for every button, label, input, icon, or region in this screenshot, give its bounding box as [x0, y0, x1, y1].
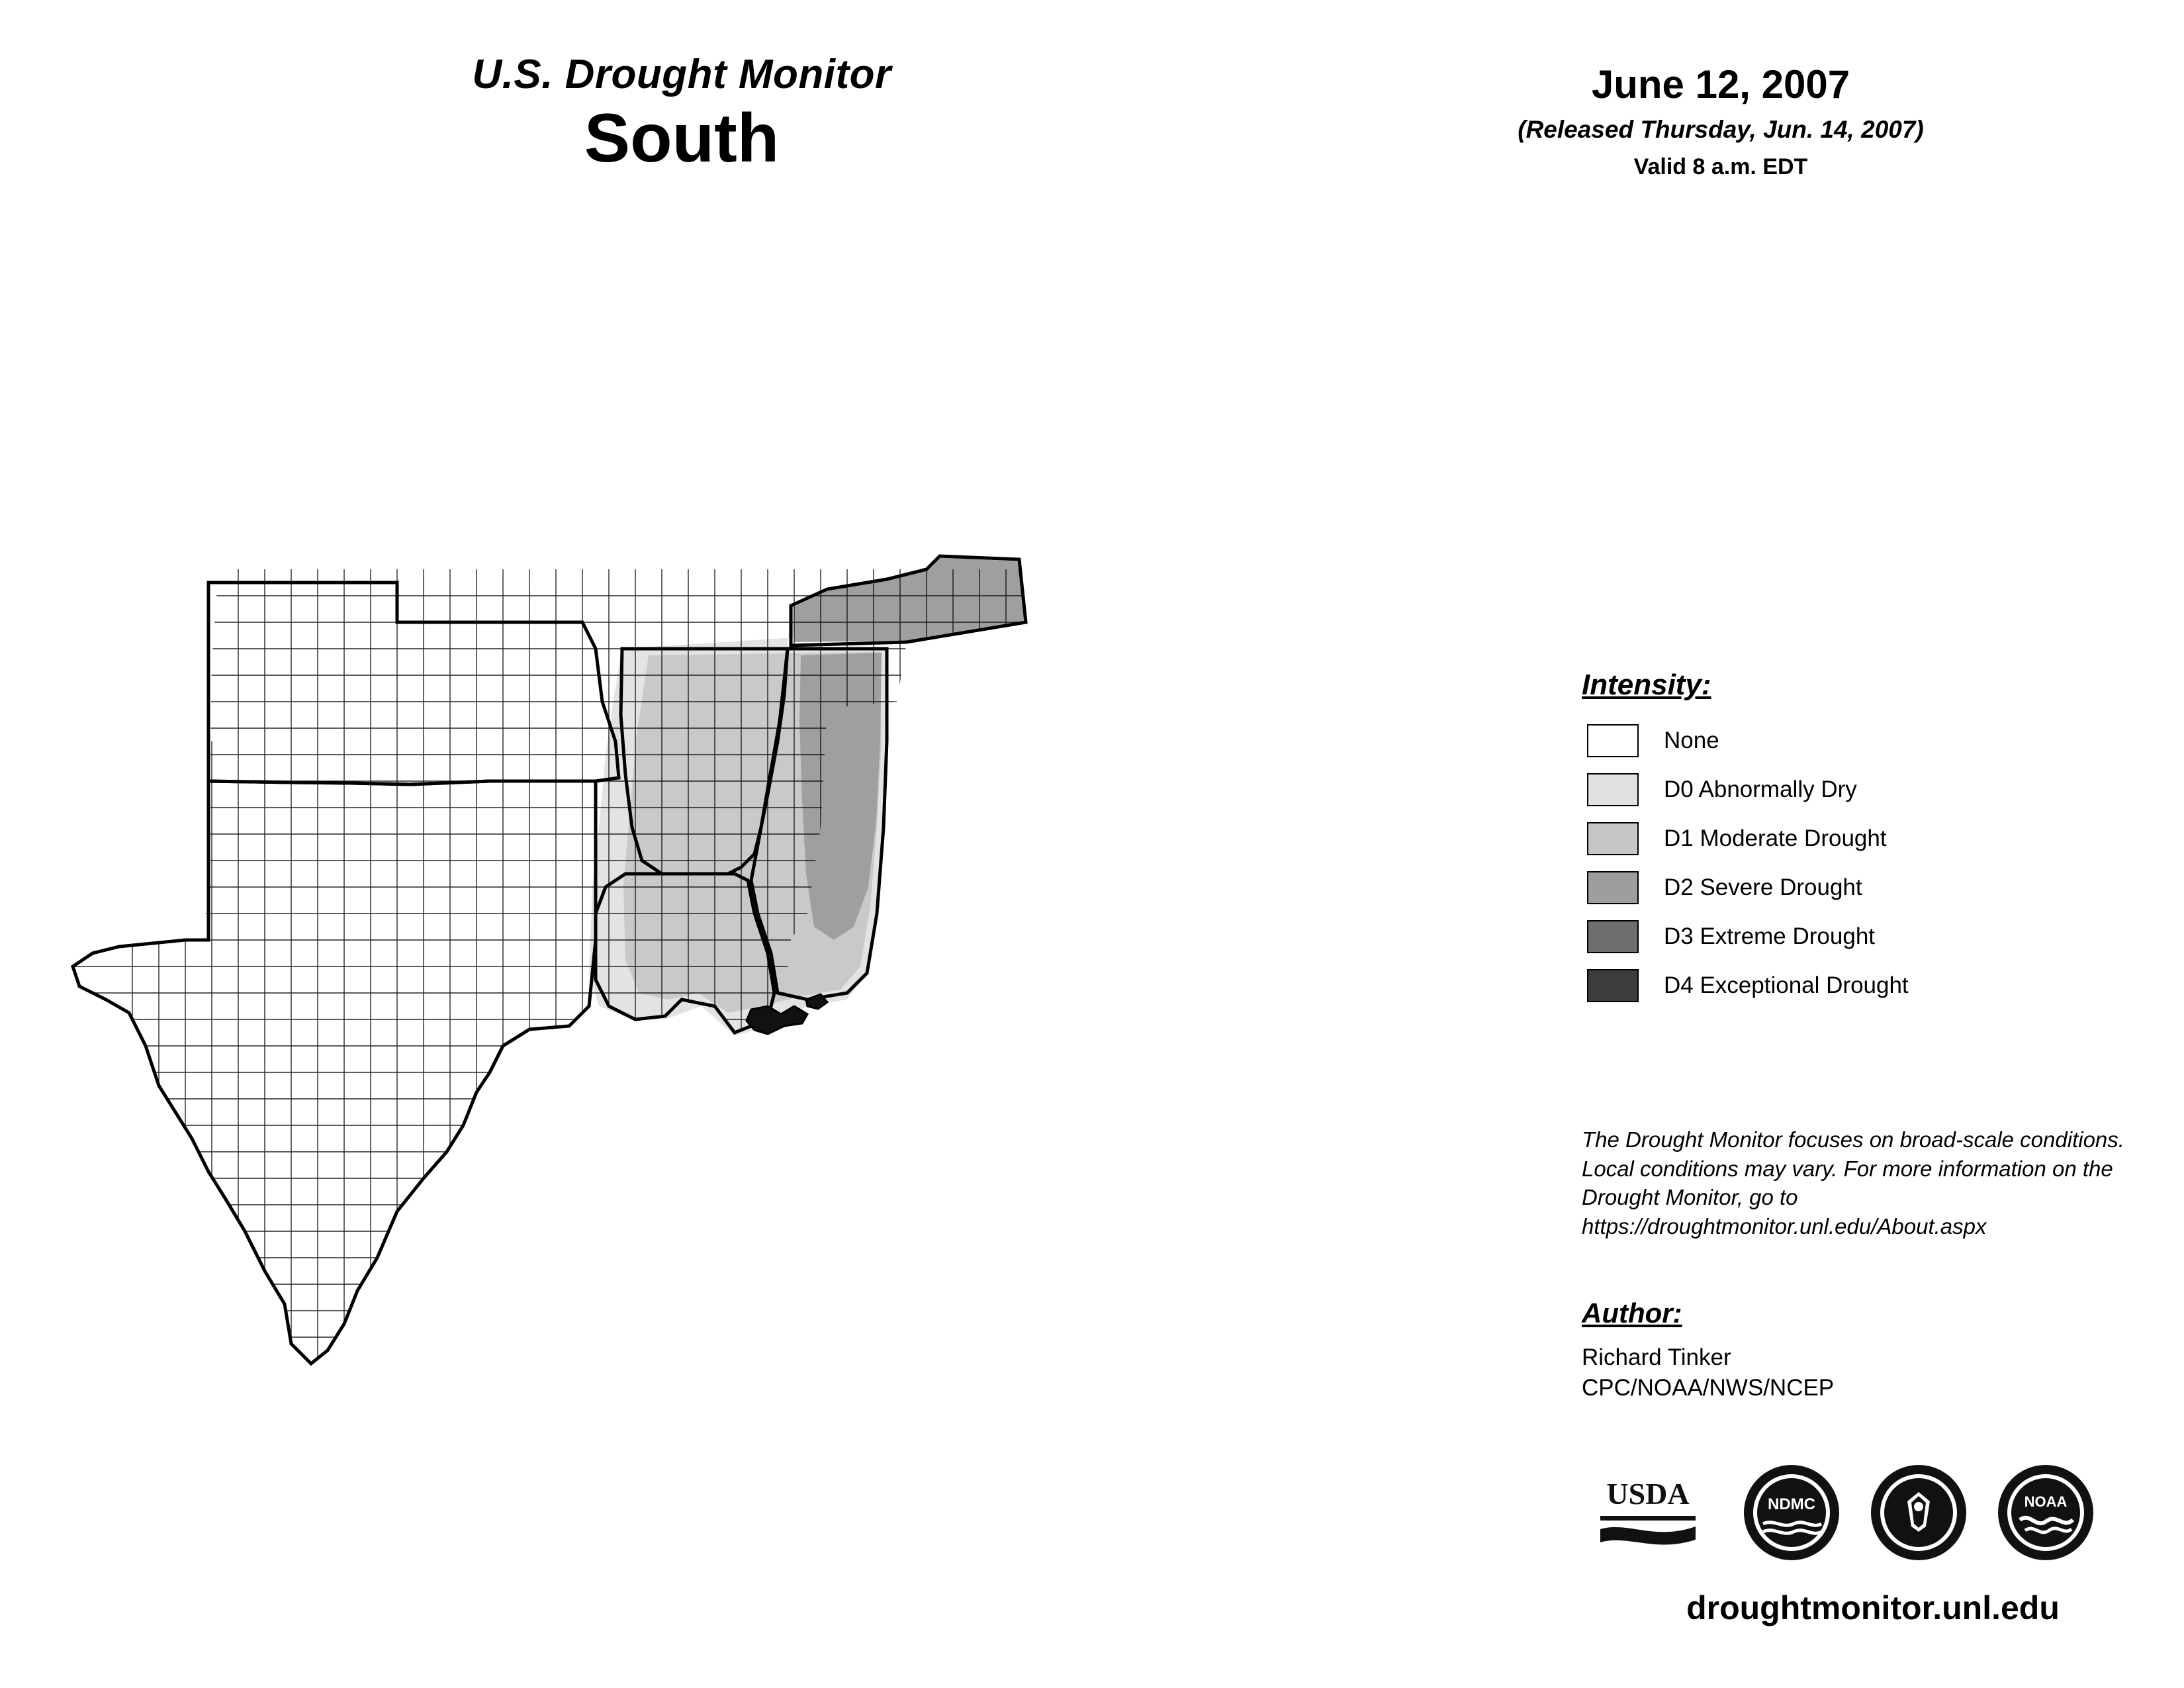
disclaimer-text: The Drought Monitor focuses on broad-scale conditions. Local conditions may vary. For more information on the Drought Monitor, go to https://droughtmonitor.unl.edu/About.aspx [1582, 1127, 2124, 1239]
valid-time: Valid 8 a.m. EDT [1633, 154, 1808, 179]
map-date: June 12, 2007 [1591, 62, 1850, 107]
legend-heading: Intensity: [1582, 669, 1711, 701]
legend-swatch-d1 [1587, 822, 1639, 855]
svg-text:USDA: USDA [1606, 1477, 1690, 1511]
legend-swatch-d2 [1587, 871, 1639, 904]
legend-panel [1582, 669, 2164, 1010]
map-drought-layer [589, 556, 1026, 1036]
release-date: (Released Thursday, Jun. 14, 2007) [1518, 116, 1924, 143]
legend-swatch-d4 [1587, 969, 1639, 1002]
page-title: U.S. Drought Monitor [472, 52, 891, 97]
legend-item-d3 [1582, 912, 2164, 961]
legend-label-d2: D2 Severe Drought [1664, 874, 1862, 900]
logo-strip [1582, 1456, 2164, 1569]
header-date-block [1357, 63, 2085, 180]
footer-url[interactable]: droughtmonitor.unl.edu [1686, 1589, 2060, 1626]
author-name: Richard Tinker [1582, 1344, 1731, 1370]
doc-logo [1869, 1463, 1968, 1562]
author-block [1582, 1297, 2111, 1403]
state-oklahoma [208, 583, 619, 784]
legend-item-none [1582, 716, 2164, 765]
legend-item-d1 [1582, 814, 2164, 863]
noaa-logo [1996, 1463, 2095, 1562]
legend-label-d0: D0 Abnormally Dry [1664, 776, 1857, 802]
legend-item-d4 [1582, 961, 2164, 1010]
region-title: South [584, 100, 780, 177]
legend-item-d0 [1582, 765, 2164, 814]
south-region-drought-map [66, 543, 1509, 1417]
drought-region-d2 [794, 557, 1024, 940]
author-affiliation: CPC/NOAA/NWS/NCEP [1582, 1375, 1835, 1401]
header-title-block [285, 53, 1079, 177]
legend-item-d2 [1582, 863, 2164, 912]
usda-logo [1582, 1463, 1714, 1562]
legend-label-d3: D3 Extreme Drought [1664, 923, 1876, 949]
legend-label-d1: D1 Moderate Drought [1664, 825, 1887, 851]
legend-swatch-none [1587, 724, 1639, 757]
legend-label-d4: D4 Exceptional Drought [1664, 972, 1909, 998]
legend-label-none: None [1664, 727, 1719, 753]
author-heading: Author: [1582, 1297, 1682, 1329]
svg-text:NDMC: NDMC [1768, 1495, 1815, 1513]
legend-swatch-d3 [1587, 920, 1639, 953]
svg-text:NOAA: NOAA [2024, 1493, 2068, 1510]
legend-swatch-d0 [1587, 773, 1639, 806]
ndmc-logo [1742, 1463, 1841, 1562]
